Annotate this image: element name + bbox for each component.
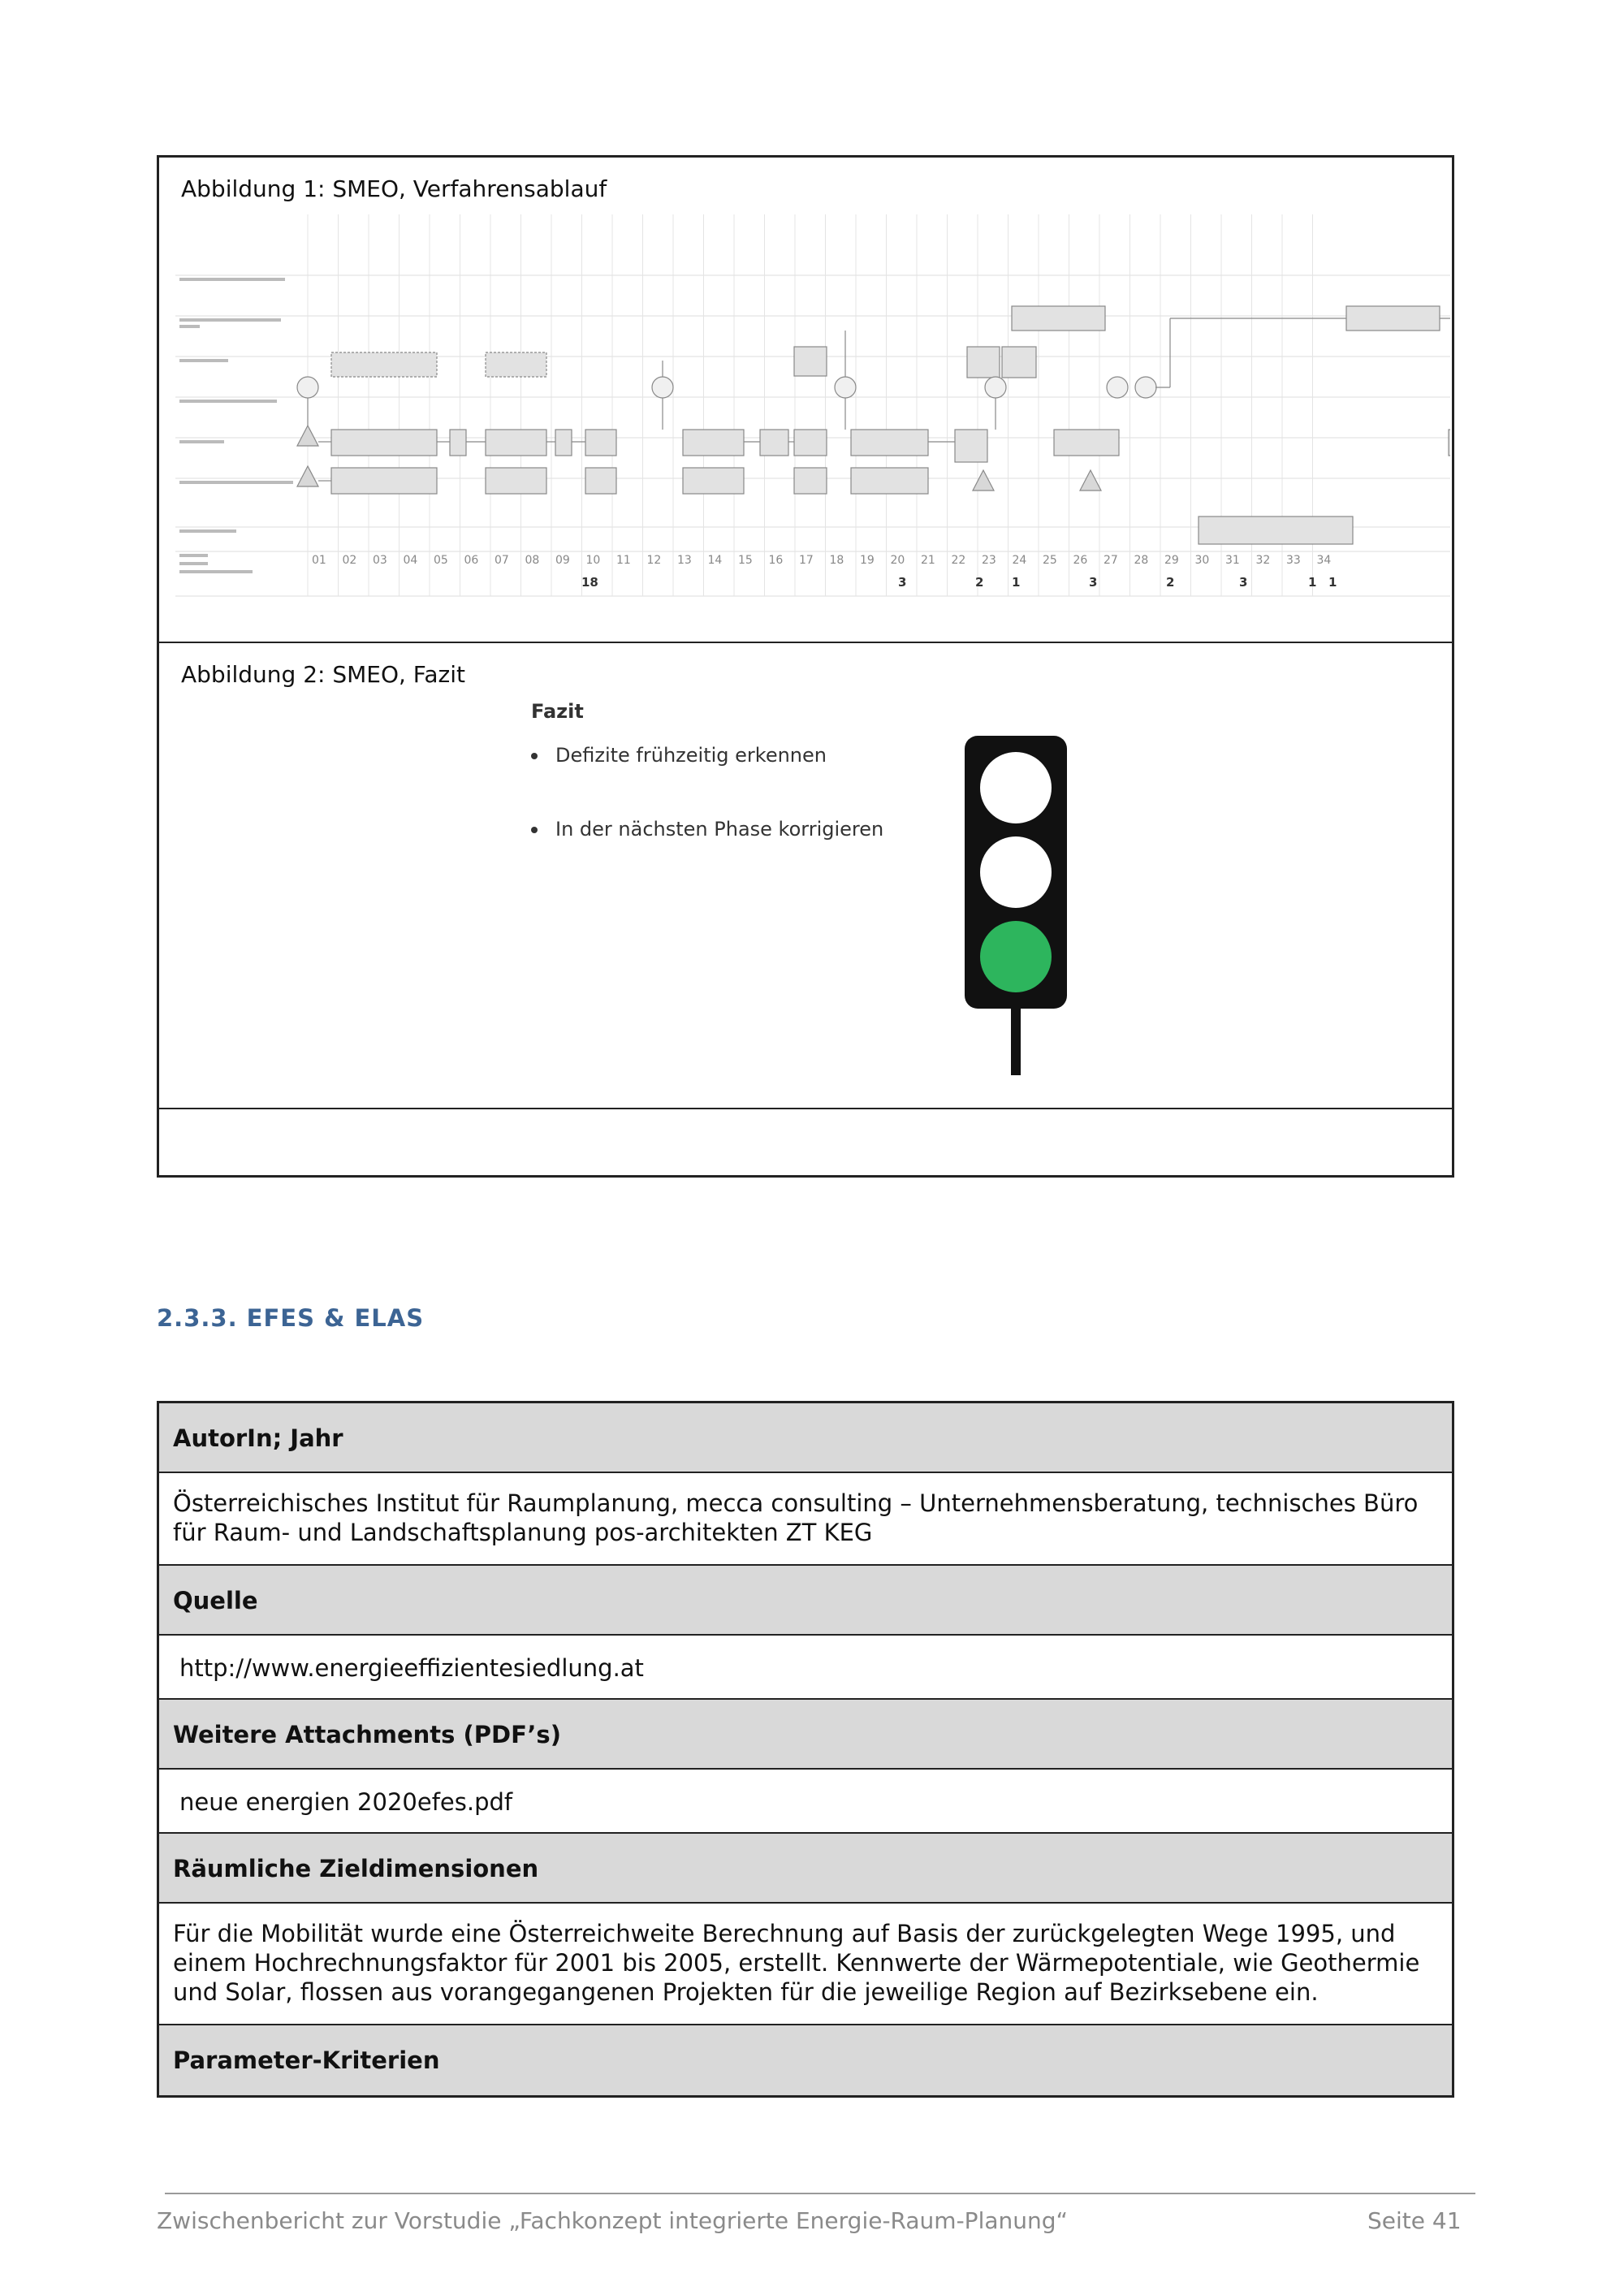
- dimensions-value-row: Für die Mobilität wurde eine Österreichweite Berechnung auf Basis der zurückgelegten Wege 1995, und einem Hochrechnungsfaktor für 2001 bis 2005, erstellt. Kennwerte der Wärmepotentiale, wie Geothermie und Solar, flossen aus vorangegangenen Projekten für die jeweilige Region auf Bezirksebene ein.: [159, 1904, 1452, 2025]
- process-box: [760, 430, 788, 456]
- month-label: 15: [738, 554, 753, 567]
- milestone-marker: [297, 466, 318, 486]
- process-box: [794, 430, 827, 456]
- month-label: 31: [1225, 554, 1240, 567]
- author-value-row: Österreichisches Institut für Raumplanung, mecca consulting – Unternehmensberatung, technisches Büro für Raum- und Landschaftsplanung pos-architekten ZT KEG: [159, 1473, 1452, 1566]
- duration-count: 2: [1166, 575, 1175, 590]
- process-box: [683, 468, 744, 494]
- process-box: [794, 468, 827, 494]
- month-label: 09: [555, 554, 570, 567]
- month-label: 26: [1073, 554, 1088, 567]
- month-label: 20: [890, 554, 905, 567]
- month-label: 18: [829, 554, 844, 567]
- lane-label-8: [179, 554, 208, 557]
- bullet-icon: [531, 753, 538, 759]
- traffic-light-icon: [963, 734, 1069, 1075]
- duration-count: 1: [1328, 575, 1337, 590]
- figures-table: [157, 155, 1454, 1178]
- figure-1-cell: [159, 158, 1452, 643]
- figure-2-cell: [159, 643, 1452, 1109]
- decision-node: [835, 377, 856, 398]
- month-label: 29: [1164, 554, 1179, 567]
- decision-node: [1107, 377, 1128, 398]
- process-box: [1054, 430, 1119, 456]
- fazit-bullet-2: [531, 818, 883, 841]
- duration-count: 3: [1089, 575, 1098, 590]
- process-box: [486, 430, 546, 456]
- month-label: 33: [1286, 554, 1301, 567]
- month-label: 12: [646, 554, 662, 567]
- figure-2-caption: Abbildung 2: SMEO, Fazit: [181, 661, 465, 688]
- month-label: 16: [768, 554, 784, 567]
- lane-label-2b: [179, 325, 200, 328]
- section-heading: 2.3.3. EFES & ELAS: [157, 1304, 425, 1332]
- fazit-bullet-1: [531, 744, 827, 767]
- process-box: [585, 430, 616, 456]
- process-box: [585, 468, 616, 494]
- footer-title: Zwischenbericht zur Vorstudie „Fachkonzept integrierte Energie-Raum-Planung“: [157, 2207, 1069, 2234]
- month-label: 24: [1012, 554, 1027, 567]
- fazit-bullet-text: In der nächsten Phase korrigieren: [555, 818, 884, 841]
- attachments-value-row: neue energien 2020efes.pdf: [159, 1770, 1452, 1834]
- process-box: [851, 430, 928, 456]
- info-table: [157, 1401, 1454, 2098]
- dimensions-label-row: Räumliche Zieldimensionen: [159, 1834, 1452, 1904]
- lane-label-7: [179, 529, 236, 533]
- duration-counts: [581, 575, 1337, 590]
- traffic-light-lamp-bottom: [980, 921, 1052, 992]
- month-label: 02: [342, 554, 357, 567]
- month-label: 04: [403, 554, 418, 567]
- flowchart-vertical-grid: [308, 214, 1313, 596]
- process-box: [794, 347, 827, 376]
- process-box: [331, 468, 437, 494]
- month-label: 22: [951, 554, 966, 567]
- month-label: 34: [1316, 554, 1332, 567]
- milestone-marker: [297, 426, 318, 446]
- month-label: 06: [464, 554, 479, 567]
- process-box: [331, 430, 437, 456]
- month-label: 19: [860, 554, 875, 567]
- source-label-row: Quelle: [159, 1566, 1452, 1636]
- decision-circles: [297, 377, 1156, 398]
- footer-divider: [165, 2193, 1475, 2194]
- decision-node: [985, 377, 1006, 398]
- duration-count: 3: [1239, 575, 1248, 590]
- lane-label-9: [179, 562, 208, 565]
- duration-count: 18: [581, 575, 598, 590]
- process-box: [851, 468, 928, 494]
- lane-labels: [179, 278, 293, 573]
- lane-label-1: [179, 278, 285, 281]
- lane-label-4: [179, 400, 277, 403]
- page-number: Seite 41: [1367, 2207, 1462, 2234]
- decision-node: [1135, 377, 1156, 398]
- empty-cell: [159, 1109, 1452, 1178]
- month-label: 08: [525, 554, 540, 567]
- process-box: [1002, 347, 1036, 378]
- attachments-label-row: Weitere Attachments (PDF’s): [159, 1700, 1452, 1770]
- fazit-bullet-text: Defizite frühzeitig erkennen: [555, 744, 827, 767]
- milestone-marker: [973, 470, 994, 491]
- month-label: 01: [312, 554, 326, 567]
- process-box: [1449, 430, 1450, 456]
- month-label: 23: [982, 554, 996, 567]
- month-label: 10: [585, 554, 601, 567]
- duration-count: 2: [975, 575, 984, 590]
- lane-label-5: [179, 440, 224, 443]
- traffic-light-lamp-middle: [980, 836, 1052, 908]
- criteria-label-row: Parameter-Kriterien: [159, 2025, 1452, 2095]
- author-label-row: AutorIn; Jahr: [159, 1403, 1452, 1473]
- lane-label-6: [179, 481, 293, 484]
- process-box: [967, 347, 1000, 378]
- month-label: 32: [1255, 554, 1271, 567]
- month-label: 13: [677, 554, 692, 567]
- lane-label-10: [179, 570, 253, 573]
- process-box: [1012, 306, 1105, 331]
- process-flowchart: [175, 214, 1450, 620]
- source-value-row: http://www.energieeffizientesiedlung.at: [159, 1636, 1452, 1700]
- figure-1-caption: Abbildung 1: SMEO, Verfahrensablauf: [181, 175, 607, 202]
- month-label: 07: [495, 554, 509, 567]
- month-label: 05: [434, 554, 448, 567]
- month-label: 25: [1043, 554, 1057, 567]
- bullet-icon: [531, 827, 538, 833]
- milestone-marker: [1080, 470, 1101, 491]
- process-box: [486, 352, 546, 377]
- month-label: 21: [921, 554, 935, 567]
- duration-count: 1: [1308, 575, 1317, 590]
- month-label: 27: [1104, 554, 1118, 567]
- fazit-title: Fazit: [531, 700, 584, 723]
- month-label: 03: [373, 554, 387, 567]
- duration-count: 1: [1012, 575, 1021, 590]
- month-label: 30: [1194, 554, 1210, 567]
- process-box: [955, 430, 987, 462]
- process-box: [331, 352, 437, 377]
- month-label: 28: [1134, 554, 1149, 567]
- process-box: [450, 430, 466, 456]
- decision-node: [297, 377, 318, 398]
- decision-node: [652, 377, 673, 398]
- process-box: [486, 468, 546, 494]
- month-label: 11: [616, 554, 631, 567]
- month-axis: [312, 554, 1331, 567]
- month-label: 17: [799, 554, 814, 567]
- traffic-light-lamp-top: [980, 752, 1052, 823]
- month-label: 14: [707, 554, 723, 567]
- lane-label-3: [179, 359, 228, 362]
- lane-label-2: [179, 318, 281, 322]
- process-box: [1346, 306, 1440, 331]
- process-box: [683, 430, 744, 456]
- duration-count: 3: [898, 575, 907, 590]
- process-box: [1199, 516, 1353, 544]
- process-box: [555, 430, 572, 456]
